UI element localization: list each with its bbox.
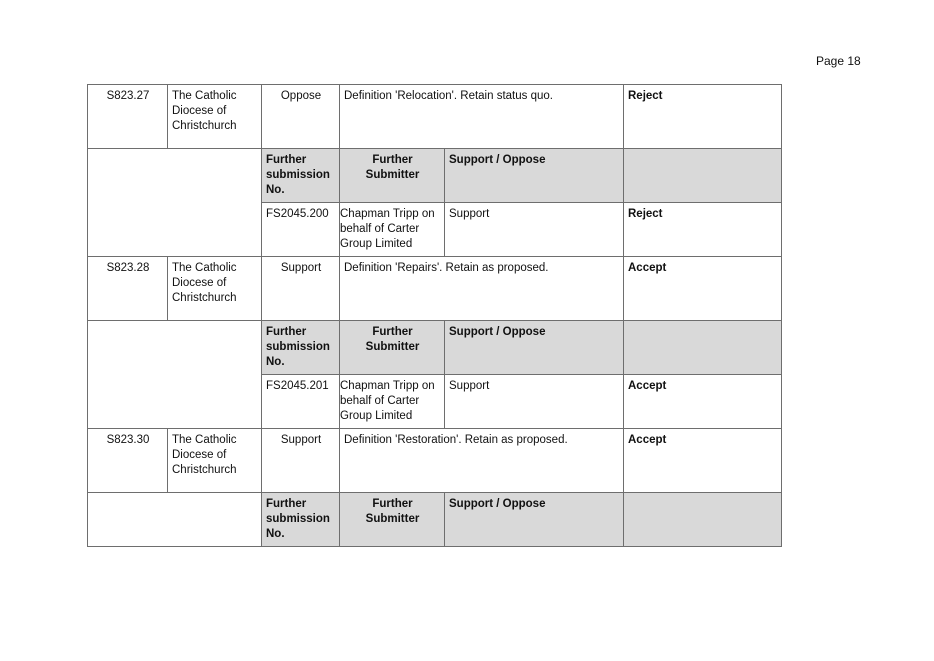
submission-id: S823.28 <box>88 257 168 321</box>
submission-position: Support <box>262 257 340 321</box>
blank-cell <box>88 493 262 547</box>
further-header-row <box>88 321 782 375</box>
submissions-table <box>87 84 782 547</box>
submission-summary: Definition 'Repairs'. Retain as proposed. <box>340 257 624 321</box>
blank-cell <box>88 149 262 257</box>
submission-decision: Accept <box>624 429 782 493</box>
submission-position: Support <box>262 429 340 493</box>
fs-support: Support <box>445 375 624 429</box>
submission-row <box>88 429 782 493</box>
submitter-name: The Catholic Diocese of Christchurch <box>168 429 262 493</box>
submitter-name: The Catholic Diocese of Christchurch <box>168 85 262 149</box>
header-support-oppose: Support / Oppose <box>445 149 624 203</box>
header-fs-no: Further submission No. <box>262 149 340 203</box>
fs-support: Support <box>445 203 624 257</box>
header-further-submitter: Further Submitter <box>340 149 445 203</box>
header-further-submitter: Further Submitter <box>340 321 445 375</box>
submission-summary: Definition 'Restoration'. Retain as proposed. <box>340 429 624 493</box>
submission-id: S823.30 <box>88 429 168 493</box>
submission-summary: Definition 'Relocation'. Retain status quo. <box>340 85 624 149</box>
header-fs-no: Further submission No. <box>262 321 340 375</box>
further-header-row <box>88 149 782 203</box>
header-blank <box>624 493 782 547</box>
header-blank <box>624 149 782 203</box>
header-support-oppose: Support / Oppose <box>445 493 624 547</box>
fs-decision: Accept <box>624 375 782 429</box>
fs-submitter: Chapman Tripp on behalf of Carter Group Limited <box>340 375 445 429</box>
blank-cell <box>88 321 262 429</box>
header-further-submitter: Further Submitter <box>340 493 445 547</box>
fs-number: FS2045.200 <box>262 203 340 257</box>
submitter-name: The Catholic Diocese of Christchurch <box>168 257 262 321</box>
header-support-oppose: Support / Oppose <box>445 321 624 375</box>
fs-decision: Reject <box>624 203 782 257</box>
header-blank <box>624 321 782 375</box>
submission-row <box>88 257 782 321</box>
further-header-row <box>88 493 782 547</box>
fs-submitter: Chapman Tripp on behalf of Carter Group Limited <box>340 203 445 257</box>
page-number: Page 18 <box>816 54 861 68</box>
submission-decision: Reject <box>624 85 782 149</box>
header-fs-no: Further submission No. <box>262 493 340 547</box>
submission-id: S823.27 <box>88 85 168 149</box>
submission-position: Oppose <box>262 85 340 149</box>
fs-number: FS2045.201 <box>262 375 340 429</box>
submission-row <box>88 85 782 149</box>
submission-decision: Accept <box>624 257 782 321</box>
